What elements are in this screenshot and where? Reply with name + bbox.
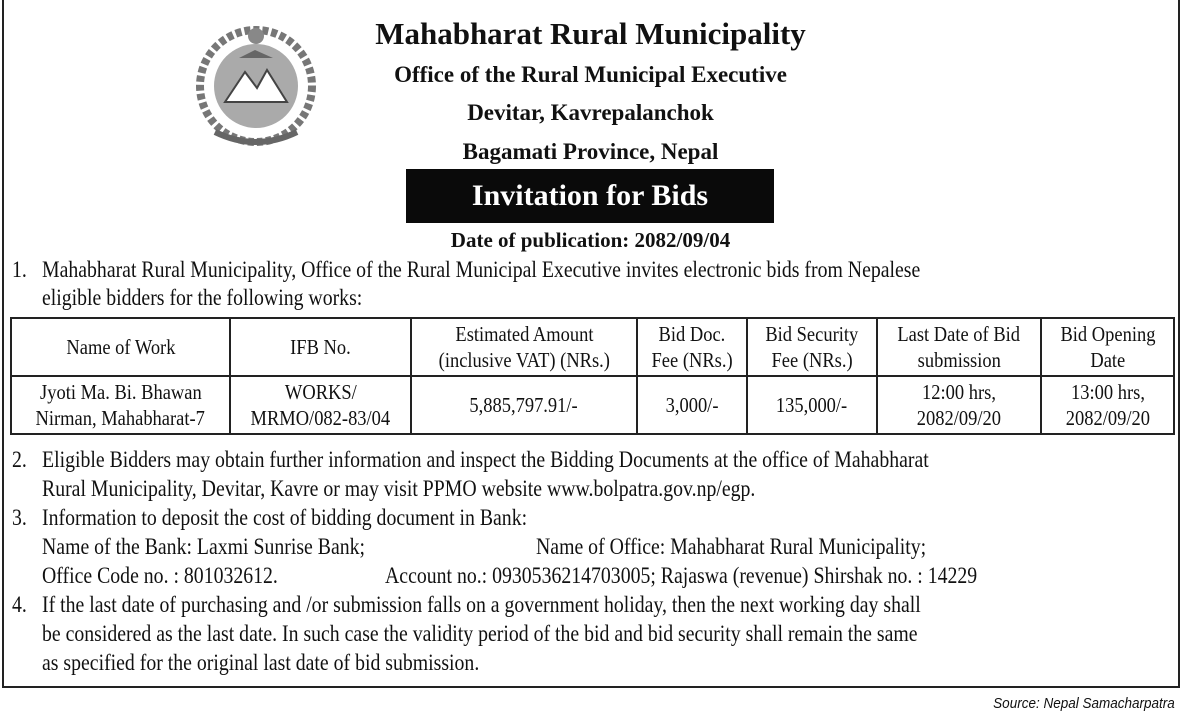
cell-work-name: Jyoti Ma. Bi. Bhawan Nirman, Mahabharat-7: [11, 376, 230, 434]
bank-name: Name of the Bank: Laxmi Sunrise Bank;: [42, 534, 366, 559]
office-name: Office of the Rural Municipal Executive: [394, 62, 787, 87]
source-credit: Source: Nepal Samacharpatra: [993, 695, 1175, 712]
invitation-banner: Invitation for Bids: [406, 169, 774, 223]
office-name-bank: Name of Office: Mahabharat Rural Municipality;: [536, 534, 927, 559]
col-header: IFB No.: [230, 318, 411, 376]
col-header: Bid Security Fee (NRs.): [747, 318, 877, 376]
col-header: Bid Opening Date: [1041, 318, 1174, 376]
para-number: 1.: [12, 257, 27, 282]
cell-ifb: WORKS/ MRMO/082-83/04: [230, 376, 411, 434]
para3-line: Information to deposit the cost of bidding document in Bank:: [42, 505, 528, 530]
province: Bagamati Province, Nepal: [462, 139, 719, 164]
para1-line: Mahabharat Rural Municipality, Office of the Rural Municipal Executive invites electronic bids from Nepalese: [42, 257, 921, 282]
cell-security: 135,000/-: [747, 376, 877, 434]
cell-amount: 5,885,797.91/-: [411, 376, 637, 434]
para-number: 4.: [12, 592, 27, 617]
col-header: Estimated Amount (inclusive VAT) (NRs.): [411, 318, 637, 376]
para1-line: eligible bidders for the following works:: [42, 285, 363, 310]
office-code: Office Code no. : 801032612.: [42, 563, 278, 588]
para4-line: be considered as the last date. In such case the validity period of the bid and bid security shall remain the same: [42, 621, 918, 646]
publication-date: Date of publication: 2082/09/04: [450, 228, 731, 252]
cell-last-date: 12:00 hrs, 2082/09/20: [877, 376, 1041, 434]
para4-line: If the last date of purchasing and /or submission falls on a government holiday, then the next working day shall: [42, 592, 921, 617]
table-row: [11, 376, 1174, 434]
municipality-title: Mahabharat Rural Municipality: [375, 16, 806, 51]
col-header: Last Date of Bid submission: [877, 318, 1041, 376]
para-number: 3.: [12, 505, 27, 530]
col-header: Name of Work: [11, 318, 230, 376]
para2-line: Eligible Bidders may obtain further information and inspect the Bidding Documents at the office of Mahabharat: [42, 447, 929, 472]
address: Devitar, Kavrepalanchok: [467, 100, 714, 125]
cell-opening-date: 13:00 hrs, 2082/09/20: [1041, 376, 1174, 434]
account-number: Account no.: 0930536214703005; Rajaswa (revenue) Shirshak no. : 14229: [385, 563, 978, 588]
table-header-row: [11, 318, 1174, 376]
cell-doc-fee: 3,000/-: [637, 376, 747, 434]
works-table: [10, 317, 1175, 435]
para4-line: as specified for the original last date of bid submission.: [42, 650, 480, 675]
para-number: 2.: [12, 447, 27, 472]
para2-line: Rural Municipality, Devitar, Kavre or may visit PPMO website www.bolpatra.gov.np/egp.: [42, 476, 756, 501]
col-header: Bid Doc. Fee (NRs.): [637, 318, 747, 376]
